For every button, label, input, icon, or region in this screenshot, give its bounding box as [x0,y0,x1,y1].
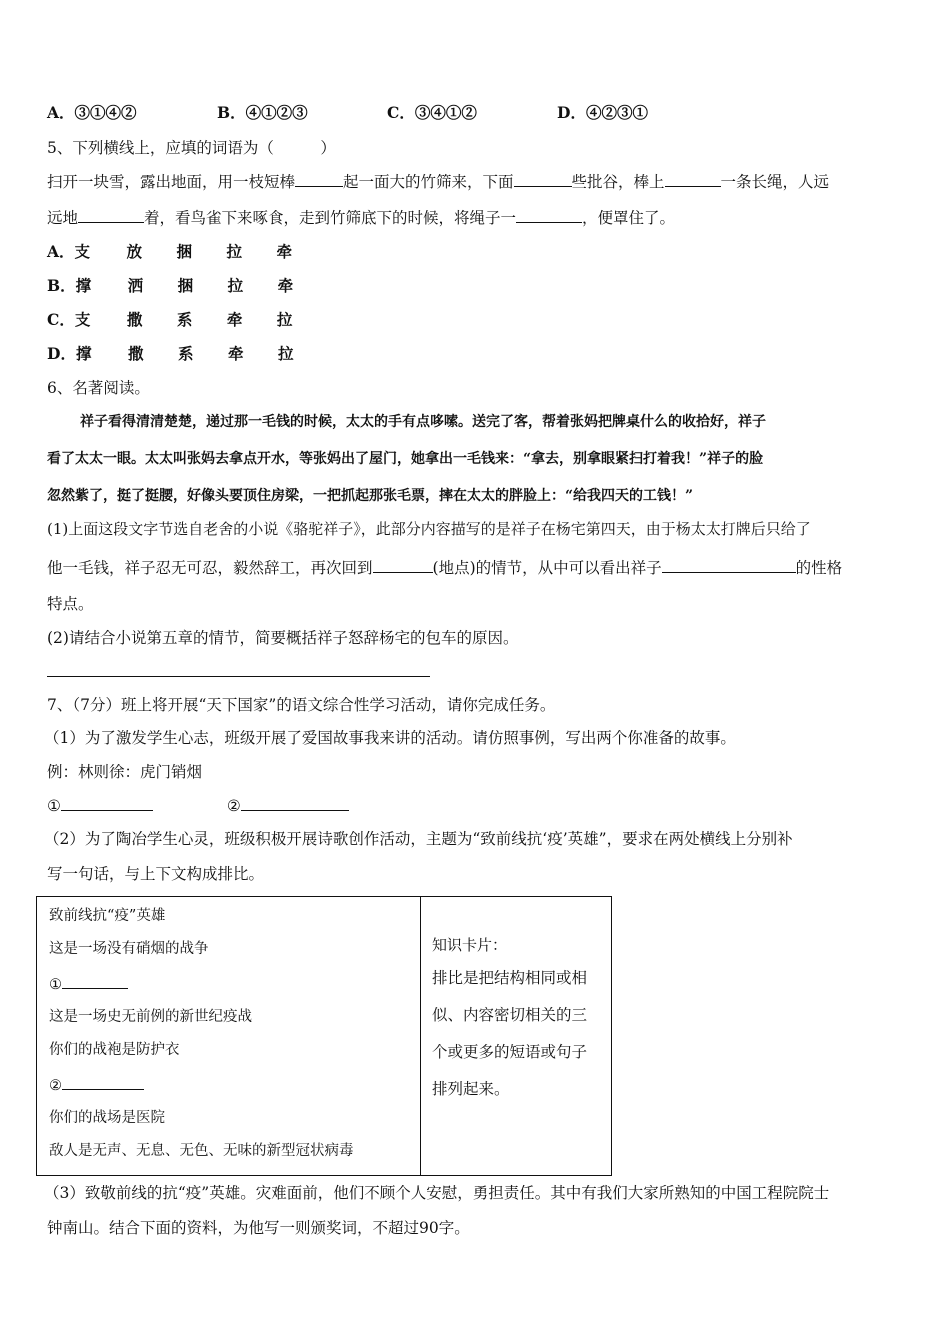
q7-stem: 7、（7分）班上将开展“天下国家”的语文综合性学习活动，请你完成任务。 [47,696,556,714]
q6-passage-line-3: 忽然紫了，挺了挺腰，好像头要顶住房梁，一把抓起那张毛票，摔在太太的胖脸上：“给我四天的工钱！” [47,488,694,504]
q6-answer-line[interactable] [47,676,430,677]
poem-line-2: 这是一场史无前例的新世纪疫战 [49,1009,252,1025]
poem-line-1: 这是一场没有硝烟的战争 [49,941,209,957]
poem-title: 致前线抗“疫”英雄 [49,908,166,924]
q7-example: 例：林则徐：虎门销烟 [47,763,203,781]
q4-option-b[interactable]: B．④①②③ [217,103,308,122]
q7-sub2-line-1: （2）为了陶冶学生心灵，班级积极开展诗歌创作活动，主题为“致前线抗‘疫’英雄”，要求在两处横线上分别补 [44,830,793,848]
q6-blank-character[interactable] [662,557,796,573]
poem-blank-1[interactable] [62,973,128,989]
q5-line-2: 远地 着，看鸟雀下来啄食，走到竹筛底下的时候，将绳子一 ，便罩住了。 [47,209,676,227]
q5-option-c[interactable]: C．支 撒 系 牵 拉 [47,310,293,329]
q5-blank-1[interactable] [295,171,343,187]
poem-table [36,896,612,1176]
q5-option-a[interactable]: A．支 放 捆 拉 牵 [47,242,293,261]
card-line-3: 个或更多的短语或句子 [432,1043,588,1061]
q5-option-d[interactable]: D．撑 撒 系 牵 拉 [47,344,294,363]
q6-sub1-line-1: (1)上面这段文字节选自老舍的小说《骆驼祥子》，此部分内容描写的是祥子在杨宅第四天，由于杨太太打牌后只给了 [47,520,811,538]
q6-passage-line-1: 祥子看得清清楚楚，递过那一毛钱的时候，太太的手有点哆嗦。送完了客，帮着张妈把牌桌什么的收拾好，祥子 [80,414,766,430]
poem-line-3: 你们的战袍是防护衣 [49,1042,180,1058]
q6-sub2: (2)请结合小说第五章的情节，简要概括祥子怒辞杨宅的包车的原因。 [47,629,519,647]
q6-title: 6、名著阅读。 [47,379,150,397]
q6-sub1-line-3: 特点。 [47,595,94,613]
q4-option-d[interactable]: D．④②③① [557,103,648,122]
poem-line-5: 敌人是无声、无息、无色、无味的新型冠状病毒 [49,1143,354,1159]
q7-sub3-line-2: 钟南山。结合下面的资料，为他写一则颁奖词，不超过90字。 [47,1219,470,1237]
q7-story-blanks: ① ② [47,795,349,816]
card-line-1: 排比是把结构相同或相 [432,969,588,987]
poem-blank-2-row: ② [49,1074,144,1096]
q5-blank-3[interactable] [665,171,721,187]
q7-story-blank-1[interactable] [61,795,153,811]
q7-story-blank-2[interactable] [241,795,349,811]
q7-sub3-line-1: （3）致敬前线的抗“疫”英雄。灾难面前，他们不顾个人安慰，勇担责任。其中有我们大家所熟知的中国工程院院士 [44,1184,830,1202]
q5-line-1: 扫开一块雪，露出地面，用一枝短棒 起一面大的竹筛来，下面 些批谷，棒上 一条长绳，人远 [47,173,830,191]
q5-blank-5[interactable] [516,207,582,223]
q7-sub1: （1）为了激发学生心志，班级开展了爱国故事我来讲的活动。请仿照事例，写出两个你准备的故事。 [44,729,736,747]
q6-sub1-line-2: 他一毛钱，祥子忍无可忍，毅然辞工，再次回到 (地点)的情节，从中可以看出祥子 的性格 [47,559,843,577]
q5-stem: 5、下列横线上，应填的词语为（ ） [47,139,336,157]
q4-option-c[interactable]: C．③④①② [387,103,477,122]
card-line-2: 似、内容密切相关的三 [432,1006,588,1024]
card-title: 知识卡片： [432,936,508,954]
table-divider [420,897,421,1175]
q7-sub2-line-2: 写一句话，与上下文构成排比。 [47,865,265,883]
poem-blank-1-row: ① [49,973,128,995]
q4-option-a[interactable]: A．③①④② [47,103,137,122]
q6-passage-line-2: 看了太太一眼。太太叫张妈去拿点开水，等张妈出了屋门，她拿出一毛钱来：“拿去，别拿眼紧扫打着我！”祥子的脸 [47,451,764,467]
card-line-4: 排列起来。 [432,1080,510,1098]
poem-line-4: 你们的战场是医院 [49,1110,165,1126]
q5-blank-2[interactable] [514,171,572,187]
q4-options [47,103,727,123]
q6-blank-location[interactable] [373,557,433,573]
q5-blank-4[interactable] [78,207,144,223]
q5-option-b[interactable]: B．撑 洒 捆 拉 牵 [47,276,294,295]
poem-blank-2[interactable] [62,1074,144,1090]
